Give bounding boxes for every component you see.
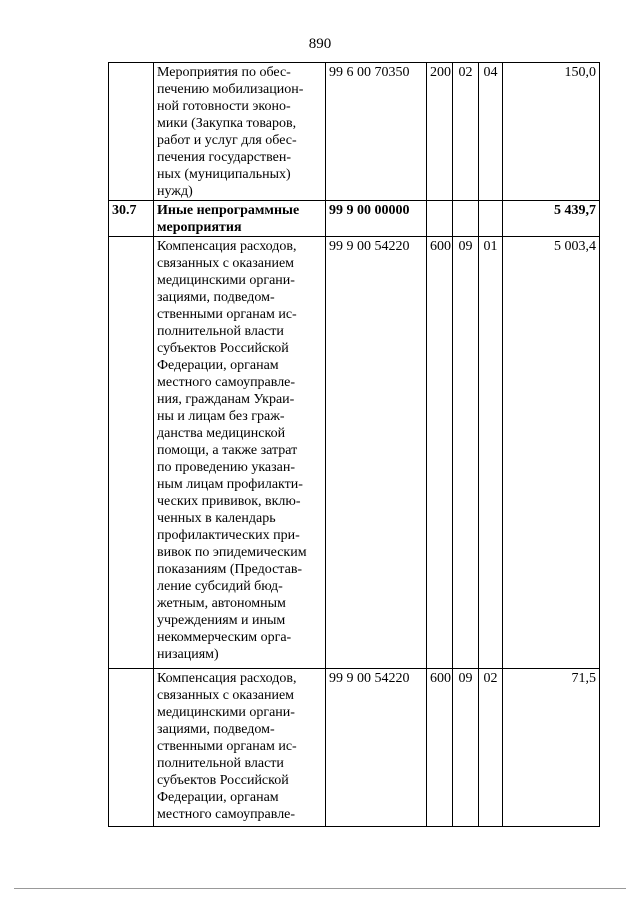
row-name-text: Компенсация расходов, связанных с оказанием медицинскими органи- зациями, подведом- ственными органам ис- полнительной власти субъектов Российской Федерации, органам местного самоуправле- — [157, 671, 297, 822]
table-row — [109, 237, 600, 669]
amount: 150,0 — [503, 63, 600, 201]
row-number — [109, 669, 154, 827]
table-row — [109, 63, 600, 201]
target-article-code: 99 9 00 54220 — [326, 669, 427, 827]
row-name — [154, 237, 326, 669]
budget-table — [108, 62, 600, 827]
target-article-code: 99 9 00 54220 — [326, 237, 427, 669]
row-name-text: Мероприятия по обес- печению мобилизацион- ной готовности эконо- мики (Закупка товаров, работ и услуг для обес- печения государствен- ных (муниципальных) нужд) — [157, 65, 304, 199]
row-name-text: Иные непрограммные мероприятия — [157, 203, 300, 235]
table-row — [109, 669, 600, 827]
target-article-code: 99 9 00 00000 — [326, 201, 427, 237]
page-number: 890 — [308, 36, 332, 52]
target-article-code: 99 6 00 70350 — [326, 63, 427, 201]
subsection-code: 04 — [479, 63, 503, 201]
row-name-text: Компенсация расходов, связанных с оказанием медицинскими органи- зациями, подведом- ственными органам ис- полнительной власти субъектов Российской Федерации, органам местного самоуправле- ния, гражданам Украи- ны и лицам без граж- данства медицинской помощи, а также затрат по проведению указан- ным лицам профилакти- ческих прививок, вклю- ченных в календарь профилактических при- вивок по эпидемическим показаниям (Предостав- ление субсидий бюд- жетным, автономным учреждениям и иным некоммерческим орга- низациям) — [157, 239, 307, 662]
expense-type-code: 600 — [427, 669, 453, 827]
row-name — [154, 669, 326, 827]
row-number: 30.7 — [109, 201, 154, 237]
table-row — [109, 201, 600, 237]
subsection-code: 01 — [479, 237, 503, 669]
section-code: 09 — [453, 237, 479, 669]
expense-type-code — [427, 201, 453, 237]
expense-type-code: 600 — [427, 237, 453, 669]
subsection-code — [479, 201, 503, 237]
amount: 5 439,7 — [503, 201, 600, 237]
section-code: 09 — [453, 669, 479, 827]
expense-type-code: 200 — [427, 63, 453, 201]
amount: 5 003,4 — [503, 237, 600, 669]
section-code — [453, 201, 479, 237]
row-number — [109, 237, 154, 669]
subsection-code: 02 — [479, 669, 503, 827]
amount: 71,5 — [503, 669, 600, 827]
row-name — [154, 63, 326, 201]
section-code: 02 — [453, 63, 479, 201]
page-bottom-divider — [14, 888, 626, 889]
row-number — [109, 63, 154, 201]
row-name — [154, 201, 326, 237]
